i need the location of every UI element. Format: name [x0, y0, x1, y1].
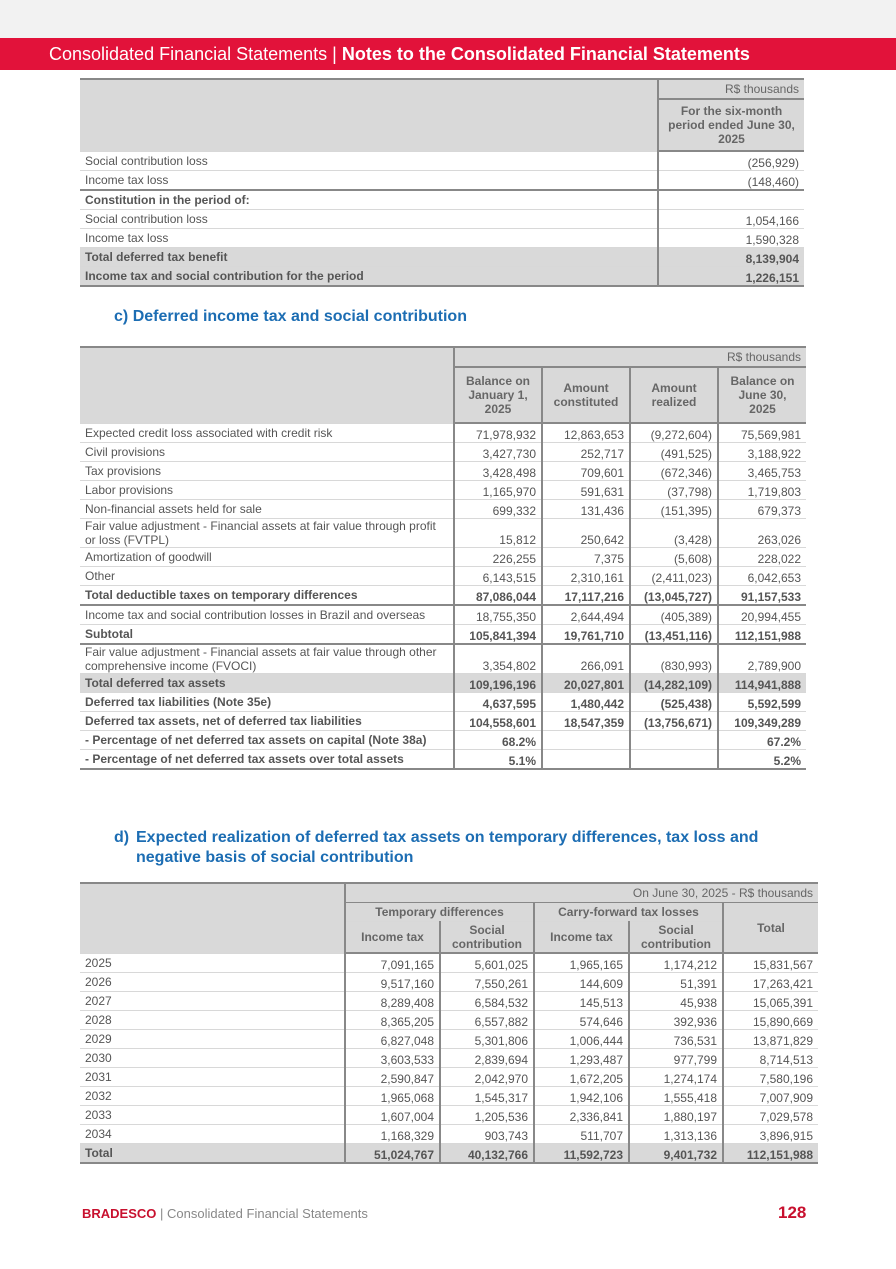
- table-row: [80, 1087, 818, 1106]
- row-label: 2028: [80, 1011, 345, 1030]
- table-row: [80, 519, 806, 548]
- row-label: Income tax loss: [80, 229, 658, 248]
- table-row: [80, 586, 806, 606]
- cell-value: 7,580,196: [723, 1068, 818, 1087]
- cell-value: 67.2%: [718, 731, 806, 750]
- cell-value: 3,896,915: [723, 1125, 818, 1144]
- table-row: [80, 973, 818, 992]
- cell-value: 51,391: [629, 973, 723, 992]
- table-row: [80, 605, 806, 625]
- cell-value: 392,936: [629, 1011, 723, 1030]
- cell-value: 679,373: [718, 500, 806, 519]
- table-row: [80, 712, 806, 731]
- row-label: Expected credit loss associated with credit risk: [80, 423, 454, 443]
- table-row: [80, 953, 818, 973]
- brand-logo: BRADESCO: [82, 1206, 157, 1221]
- cell-value: 8,289,408: [345, 992, 440, 1011]
- cell-value: (830,993): [630, 644, 718, 674]
- unit-label: R$ thousands: [454, 347, 806, 367]
- cell-value: 13,871,829: [723, 1030, 818, 1049]
- unit-label: On June 30, 2025 - R$ thousands: [345, 883, 818, 903]
- row-label: Labor provisions: [80, 481, 454, 500]
- row-label: Amortization of goodwill: [80, 548, 454, 567]
- cell-value: (148,460): [658, 171, 804, 191]
- table-row: [80, 267, 804, 287]
- table-row: [80, 462, 806, 481]
- cell-value: [658, 190, 804, 210]
- cell-value: 1,965,068: [345, 1087, 440, 1106]
- cell-value: 109,196,196: [454, 674, 542, 693]
- cell-value: 5.1%: [454, 750, 542, 770]
- cell-value: (525,438): [630, 693, 718, 712]
- column-header: Social contribution: [440, 922, 534, 954]
- cell-value: 1,006,444: [534, 1030, 629, 1049]
- section-d-heading: [114, 828, 814, 868]
- cell-value: 105,841,394: [454, 625, 542, 645]
- cell-value: [542, 750, 630, 770]
- cell-value: (151,395): [630, 500, 718, 519]
- cell-value: 3,603,533: [345, 1049, 440, 1068]
- cell-value: 20,994,455: [718, 605, 806, 625]
- column-header: Amount realized: [630, 367, 718, 423]
- cell-value: (405,389): [630, 605, 718, 625]
- cell-value: 17,117,216: [542, 586, 630, 606]
- row-label: 2025: [80, 953, 345, 973]
- cell-value: 8,714,513: [723, 1049, 818, 1068]
- cell-value: 4,637,595: [454, 693, 542, 712]
- header-title: Notes to the Consolidated Financial Statements: [341, 44, 750, 64]
- cell-value: (256,929): [658, 151, 804, 171]
- row-label: Fair value adjustment - Financial assets at fair value through other comprehensive income (FVOCI): [80, 644, 454, 674]
- table-row: [80, 625, 806, 645]
- top-bar: [0, 0, 896, 38]
- cell-value: 5,601,025: [440, 953, 534, 973]
- page-number: 128: [778, 1203, 807, 1222]
- table-row: [80, 190, 804, 210]
- row-label: 2033: [80, 1106, 345, 1125]
- cell-value: 131,436: [542, 500, 630, 519]
- row-label: Fair value adjustment - Financial assets at fair value through profit or loss (FVTPL): [80, 519, 454, 548]
- deferred-tax-table: [80, 346, 806, 770]
- cell-value: 1,965,165: [534, 953, 629, 973]
- cell-value: (2,411,023): [630, 567, 718, 586]
- cell-value: 1,165,970: [454, 481, 542, 500]
- column-header: Amount constituted: [542, 367, 630, 423]
- row-label: Constitution in the period of:: [80, 190, 658, 210]
- cell-value: 17,263,421: [723, 973, 818, 992]
- cell-value: 8,139,904: [658, 248, 804, 267]
- table-row: [80, 423, 806, 443]
- row-label: Income tax and social contribution losses in Brazil and overseas: [80, 605, 454, 625]
- cell-value: 1,168,329: [345, 1125, 440, 1144]
- cell-value: (491,525): [630, 443, 718, 462]
- tax-loss-table: [80, 78, 804, 287]
- table-row: [80, 548, 806, 567]
- cell-value: 1,545,317: [440, 1087, 534, 1106]
- cell-value: 1,174,212: [629, 953, 723, 973]
- column-header: Income tax: [534, 922, 629, 954]
- column-header: Social contribution: [629, 922, 723, 954]
- cell-value: 109,349,289: [718, 712, 806, 731]
- row-label: 2032: [80, 1087, 345, 1106]
- cell-value: 591,631: [542, 481, 630, 500]
- table-row: [80, 248, 804, 267]
- cell-value: [542, 731, 630, 750]
- cell-value: 5,592,599: [718, 693, 806, 712]
- cell-value: [630, 731, 718, 750]
- cell-value: (13,045,727): [630, 586, 718, 606]
- cell-value: 18,755,350: [454, 605, 542, 625]
- cell-value: 263,026: [718, 519, 806, 548]
- row-label: Subtotal: [80, 625, 454, 645]
- section-c-heading: [114, 307, 467, 327]
- group-header: Carry-forward tax losses: [534, 903, 723, 922]
- table-row: [80, 171, 804, 191]
- cell-value: 1,942,106: [534, 1087, 629, 1106]
- table-row: [80, 229, 804, 248]
- cell-value: 1,274,174: [629, 1068, 723, 1087]
- table-row: [80, 1144, 818, 1164]
- cell-value: 18,547,359: [542, 712, 630, 731]
- section-header-band: [0, 38, 896, 70]
- cell-value: (9,272,604): [630, 423, 718, 443]
- cell-value: 3,428,498: [454, 462, 542, 481]
- table-row: [80, 151, 804, 171]
- cell-value: 15,890,669: [723, 1011, 818, 1030]
- table-row: [80, 731, 806, 750]
- cell-value: 9,517,160: [345, 973, 440, 992]
- column-header: Balance on January 1, 2025: [454, 367, 542, 423]
- cell-value: 2,590,847: [345, 1068, 440, 1087]
- cell-value: 20,027,801: [542, 674, 630, 693]
- table-row: [80, 567, 806, 586]
- cell-value: (13,756,671): [630, 712, 718, 731]
- cell-value: 12,863,653: [542, 423, 630, 443]
- cell-value: (37,798): [630, 481, 718, 500]
- table-row: [80, 1125, 818, 1144]
- section-marker: d): [114, 829, 130, 846]
- cell-value: 2,336,841: [534, 1106, 629, 1125]
- cell-value: 1,590,328: [658, 229, 804, 248]
- cell-value: 75,569,981: [718, 423, 806, 443]
- cell-value: 3,354,802: [454, 644, 542, 674]
- cell-value: 6,584,532: [440, 992, 534, 1011]
- cell-value: 71,978,932: [454, 423, 542, 443]
- row-label: 2029: [80, 1030, 345, 1049]
- cell-value: 145,513: [534, 992, 629, 1011]
- cell-value: 68.2%: [454, 731, 542, 750]
- table-row: [80, 1068, 818, 1087]
- row-label: Deferred tax liabilities (Note 35e): [80, 693, 454, 712]
- cell-value: 2,789,900: [718, 644, 806, 674]
- table-row: [80, 1011, 818, 1030]
- cell-value: 112,151,988: [723, 1144, 818, 1164]
- row-label: 2031: [80, 1068, 345, 1087]
- row-label: Total deferred tax assets: [80, 674, 454, 693]
- row-label: 2034: [80, 1125, 345, 1144]
- cell-value: 15,065,391: [723, 992, 818, 1011]
- cell-value: 45,938: [629, 992, 723, 1011]
- cell-value: 252,717: [542, 443, 630, 462]
- cell-value: 574,646: [534, 1011, 629, 1030]
- table-row: [80, 1030, 818, 1049]
- footer: [82, 1206, 368, 1221]
- column-header: For the six-month period ended June 30, 2025: [658, 99, 804, 151]
- cell-value: 1,205,536: [440, 1106, 534, 1125]
- table-row: [80, 443, 806, 462]
- row-label: Deferred tax assets, net of deferred tax liabilities: [80, 712, 454, 731]
- table-row: [80, 644, 806, 674]
- cell-value: 7,375: [542, 548, 630, 567]
- table-row: [80, 992, 818, 1011]
- footer-text: | Consolidated Financial Statements: [156, 1206, 368, 1221]
- cell-value: 1,880,197: [629, 1106, 723, 1125]
- cell-value: 736,531: [629, 1030, 723, 1049]
- cell-value: [630, 750, 718, 770]
- row-label: 2026: [80, 973, 345, 992]
- row-label: Other: [80, 567, 454, 586]
- cell-value: 19,761,710: [542, 625, 630, 645]
- cell-value: (13,451,116): [630, 625, 718, 645]
- row-label: - Percentage of net deferred tax assets over total assets: [80, 750, 454, 770]
- cell-value: (14,282,109): [630, 674, 718, 693]
- row-label: Income tax loss: [80, 171, 658, 191]
- cell-value: 104,558,601: [454, 712, 542, 731]
- cell-value: 3,427,730: [454, 443, 542, 462]
- cell-value: 266,091: [542, 644, 630, 674]
- cell-value: 709,601: [542, 462, 630, 481]
- row-label: Tax provisions: [80, 462, 454, 481]
- cell-value: 2,839,694: [440, 1049, 534, 1068]
- cell-value: 5,301,806: [440, 1030, 534, 1049]
- cell-value: 1,054,166: [658, 210, 804, 229]
- cell-value: 226,255: [454, 548, 542, 567]
- cell-value: 91,157,533: [718, 586, 806, 606]
- cell-value: 1,555,418: [629, 1087, 723, 1106]
- cell-value: 2,310,161: [542, 567, 630, 586]
- cell-value: 112,151,988: [718, 625, 806, 645]
- cell-value: 87,086,044: [454, 586, 542, 606]
- row-label: - Percentage of net deferred tax assets on capital (Note 38a): [80, 731, 454, 750]
- cell-value: 15,831,567: [723, 953, 818, 973]
- cell-value: 2,644,494: [542, 605, 630, 625]
- cell-value: 11,592,723: [534, 1144, 629, 1164]
- cell-value: 511,707: [534, 1125, 629, 1144]
- cell-value: 1,293,487: [534, 1049, 629, 1068]
- section-title: Expected realization of deferred tax assets on temporary differences, tax loss and negative basis of social contribution: [136, 829, 759, 866]
- cell-value: 7,550,261: [440, 973, 534, 992]
- cell-value: 1,313,136: [629, 1125, 723, 1144]
- cell-value: 7,029,578: [723, 1106, 818, 1125]
- cell-value: 9,401,732: [629, 1144, 723, 1164]
- table-row: [80, 500, 806, 519]
- cell-value: 903,743: [440, 1125, 534, 1144]
- row-label: Income tax and social contribution for the period: [80, 267, 658, 287]
- row-label: Total deferred tax benefit: [80, 248, 658, 267]
- cell-value: 228,022: [718, 548, 806, 567]
- cell-value: 7,007,909: [723, 1087, 818, 1106]
- cell-value: 250,642: [542, 519, 630, 548]
- cell-value: 7,091,165: [345, 953, 440, 973]
- table-row: [80, 674, 806, 693]
- row-label: 2030: [80, 1049, 345, 1068]
- row-label: 2027: [80, 992, 345, 1011]
- cell-value: (672,346): [630, 462, 718, 481]
- cell-value: 1,607,004: [345, 1106, 440, 1125]
- row-label: Social contribution loss: [80, 151, 658, 171]
- table-row: [80, 1106, 818, 1125]
- cell-value: (5,608): [630, 548, 718, 567]
- cell-value: 699,332: [454, 500, 542, 519]
- table-row: [80, 481, 806, 500]
- row-label: Total deductible taxes on temporary differences: [80, 586, 454, 606]
- row-label: Social contribution loss: [80, 210, 658, 229]
- cell-value: 114,941,888: [718, 674, 806, 693]
- row-label: Total: [80, 1144, 345, 1164]
- cell-value: 1,226,151: [658, 267, 804, 287]
- header-section: Consolidated Financial Statements |: [49, 44, 342, 64]
- cell-value: 3,188,922: [718, 443, 806, 462]
- cell-value: 40,132,766: [440, 1144, 534, 1164]
- table-row: [80, 210, 804, 229]
- section-title: Deferred income tax and social contribution: [132, 308, 467, 325]
- cell-value: 144,609: [534, 973, 629, 992]
- column-header: Income tax: [345, 922, 440, 954]
- cell-value: 1,672,205: [534, 1068, 629, 1087]
- total-header: Total: [723, 903, 818, 954]
- column-header: Balance on June 30, 2025: [718, 367, 806, 423]
- cell-value: 977,799: [629, 1049, 723, 1068]
- table-row: [80, 693, 806, 712]
- cell-value: 3,465,753: [718, 462, 806, 481]
- section-marker: c): [114, 308, 129, 325]
- table-row: [80, 1049, 818, 1068]
- group-header: Temporary differences: [345, 903, 534, 922]
- cell-value: 1,719,803: [718, 481, 806, 500]
- cell-value: 6,042,653: [718, 567, 806, 586]
- table-row: [80, 750, 806, 770]
- cell-value: 6,557,882: [440, 1011, 534, 1030]
- cell-value: 15,812: [454, 519, 542, 548]
- row-label: Non-financial assets held for sale: [80, 500, 454, 519]
- cell-value: 5.2%: [718, 750, 806, 770]
- cell-value: 1,480,442: [542, 693, 630, 712]
- cell-value: 6,143,515: [454, 567, 542, 586]
- cell-value: 6,827,048: [345, 1030, 440, 1049]
- cell-value: 2,042,970: [440, 1068, 534, 1087]
- unit-label: R$ thousands: [658, 79, 804, 99]
- realization-table: [80, 882, 818, 1164]
- row-label: Civil provisions: [80, 443, 454, 462]
- cell-value: 8,365,205: [345, 1011, 440, 1030]
- cell-value: 51,024,767: [345, 1144, 440, 1164]
- cell-value: (3,428): [630, 519, 718, 548]
